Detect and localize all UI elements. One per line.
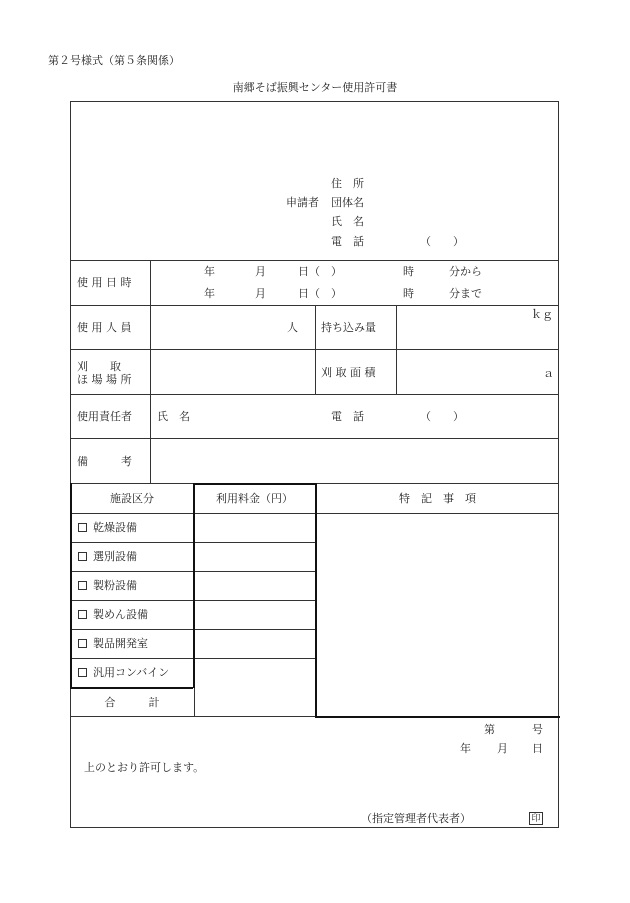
facility-item[interactable]	[78, 522, 137, 533]
checkbox-icon[interactable]	[78, 610, 87, 619]
checkbox-icon[interactable]	[78, 668, 87, 677]
to-hour: 時	[403, 287, 414, 300]
facility-item-label: 製品開発室	[93, 637, 148, 650]
phone-parens: （ ）	[420, 235, 464, 248]
applicant-role-label: 申請者	[286, 196, 319, 209]
to-suffix: 分まで	[449, 287, 482, 300]
name-label: 氏 名	[331, 215, 364, 228]
to-day: 日（ ）	[298, 287, 342, 300]
thick-fee-top	[193, 483, 316, 485]
facility-item[interactable]	[78, 667, 169, 678]
rule-notes-header-bottom	[315, 513, 559, 514]
thick-fee-left	[193, 483, 195, 688]
checkbox-icon[interactable]	[78, 552, 87, 561]
facility-item-label: 乾燥設備	[93, 521, 137, 534]
facility-item-label: 製粉設備	[93, 579, 137, 592]
phone-label: 電 話	[331, 235, 364, 248]
facility-item-label: 製めん設備	[93, 608, 148, 621]
facility-column-header: 施設区分	[110, 492, 154, 505]
area-unit: ａ	[543, 367, 554, 380]
fee-column-header: 利用料金（円）	[216, 492, 293, 505]
from-day: 日（ ）	[298, 265, 342, 278]
usage-people-label: 使 用 人 員	[77, 321, 132, 334]
thick-facility-bottom	[70, 687, 193, 689]
document-title: 南郷そば振興センター使用許可書	[232, 81, 398, 94]
notes-column-header: 特 記 事 項	[399, 492, 476, 505]
responsible-name-label: 氏 名	[157, 410, 190, 423]
from-year: 年	[204, 265, 215, 278]
thick-fee-right	[315, 483, 317, 718]
carry-unit: ｋｇ	[531, 308, 553, 321]
rule-applicant-bottom	[70, 260, 559, 261]
from-suffix: 分から	[449, 265, 482, 278]
date-month: 月	[497, 742, 508, 755]
manager-label: （指定管理者代表者）	[361, 812, 471, 825]
permit-number-prefix: 第	[484, 723, 495, 736]
responsible-phone-parens: （ ）	[420, 410, 464, 423]
thick-notes-bottom	[315, 716, 560, 718]
rule-mid-column	[315, 305, 316, 394]
harvest-label-line2: ほ 場 場 所	[77, 373, 132, 386]
remarks-label: 備 考	[77, 455, 132, 468]
people-unit: 人	[287, 321, 298, 334]
to-year: 年	[204, 287, 215, 300]
date-year: 年	[460, 742, 471, 755]
form-number: 第２号様式（第５条関係）	[48, 54, 180, 67]
responsible-label: 使用責任者	[77, 410, 132, 423]
usage-datetime-label: 使 用 日 時	[77, 276, 132, 289]
facility-item[interactable]	[78, 638, 148, 649]
date-day: 日	[532, 742, 543, 755]
org-label: 団体名	[331, 196, 364, 209]
from-month: 月	[255, 265, 266, 278]
seal-icon	[529, 812, 543, 825]
permit-number-suffix: 号	[532, 723, 543, 736]
facility-item[interactable]	[78, 609, 148, 620]
checkbox-icon[interactable]	[78, 639, 87, 648]
facility-item-label: 汎用コンバイン	[93, 666, 170, 679]
permit-statement: 上のとおり許可します。	[84, 761, 205, 774]
responsible-phone-label: 電 話	[331, 410, 364, 423]
facility-item[interactable]	[78, 551, 137, 562]
area-label: 刈 取 面 積	[321, 366, 376, 379]
seal-mark: 印	[529, 812, 543, 825]
permit-form	[70, 101, 559, 828]
rule-responsible-bottom	[70, 438, 559, 439]
rule-harvest-bottom	[70, 394, 559, 395]
facility-item[interactable]	[78, 580, 137, 591]
facility-item-label: 選別設備	[93, 550, 137, 563]
checkbox-icon[interactable]	[78, 581, 87, 590]
address-label: 住 所	[331, 177, 364, 190]
total-label: 合 計	[104, 696, 160, 709]
harvest-label-line1: 刈 取	[77, 360, 121, 373]
rule-value-column	[396, 305, 397, 394]
carry-label: 持ち込み量	[321, 321, 376, 334]
rule-label-column	[150, 260, 151, 483]
from-hour: 時	[403, 265, 414, 278]
to-month: 月	[255, 287, 266, 300]
checkbox-icon[interactable]	[78, 523, 87, 532]
thick-facility-left	[70, 483, 72, 688]
rule-total-divider	[194, 687, 195, 716]
